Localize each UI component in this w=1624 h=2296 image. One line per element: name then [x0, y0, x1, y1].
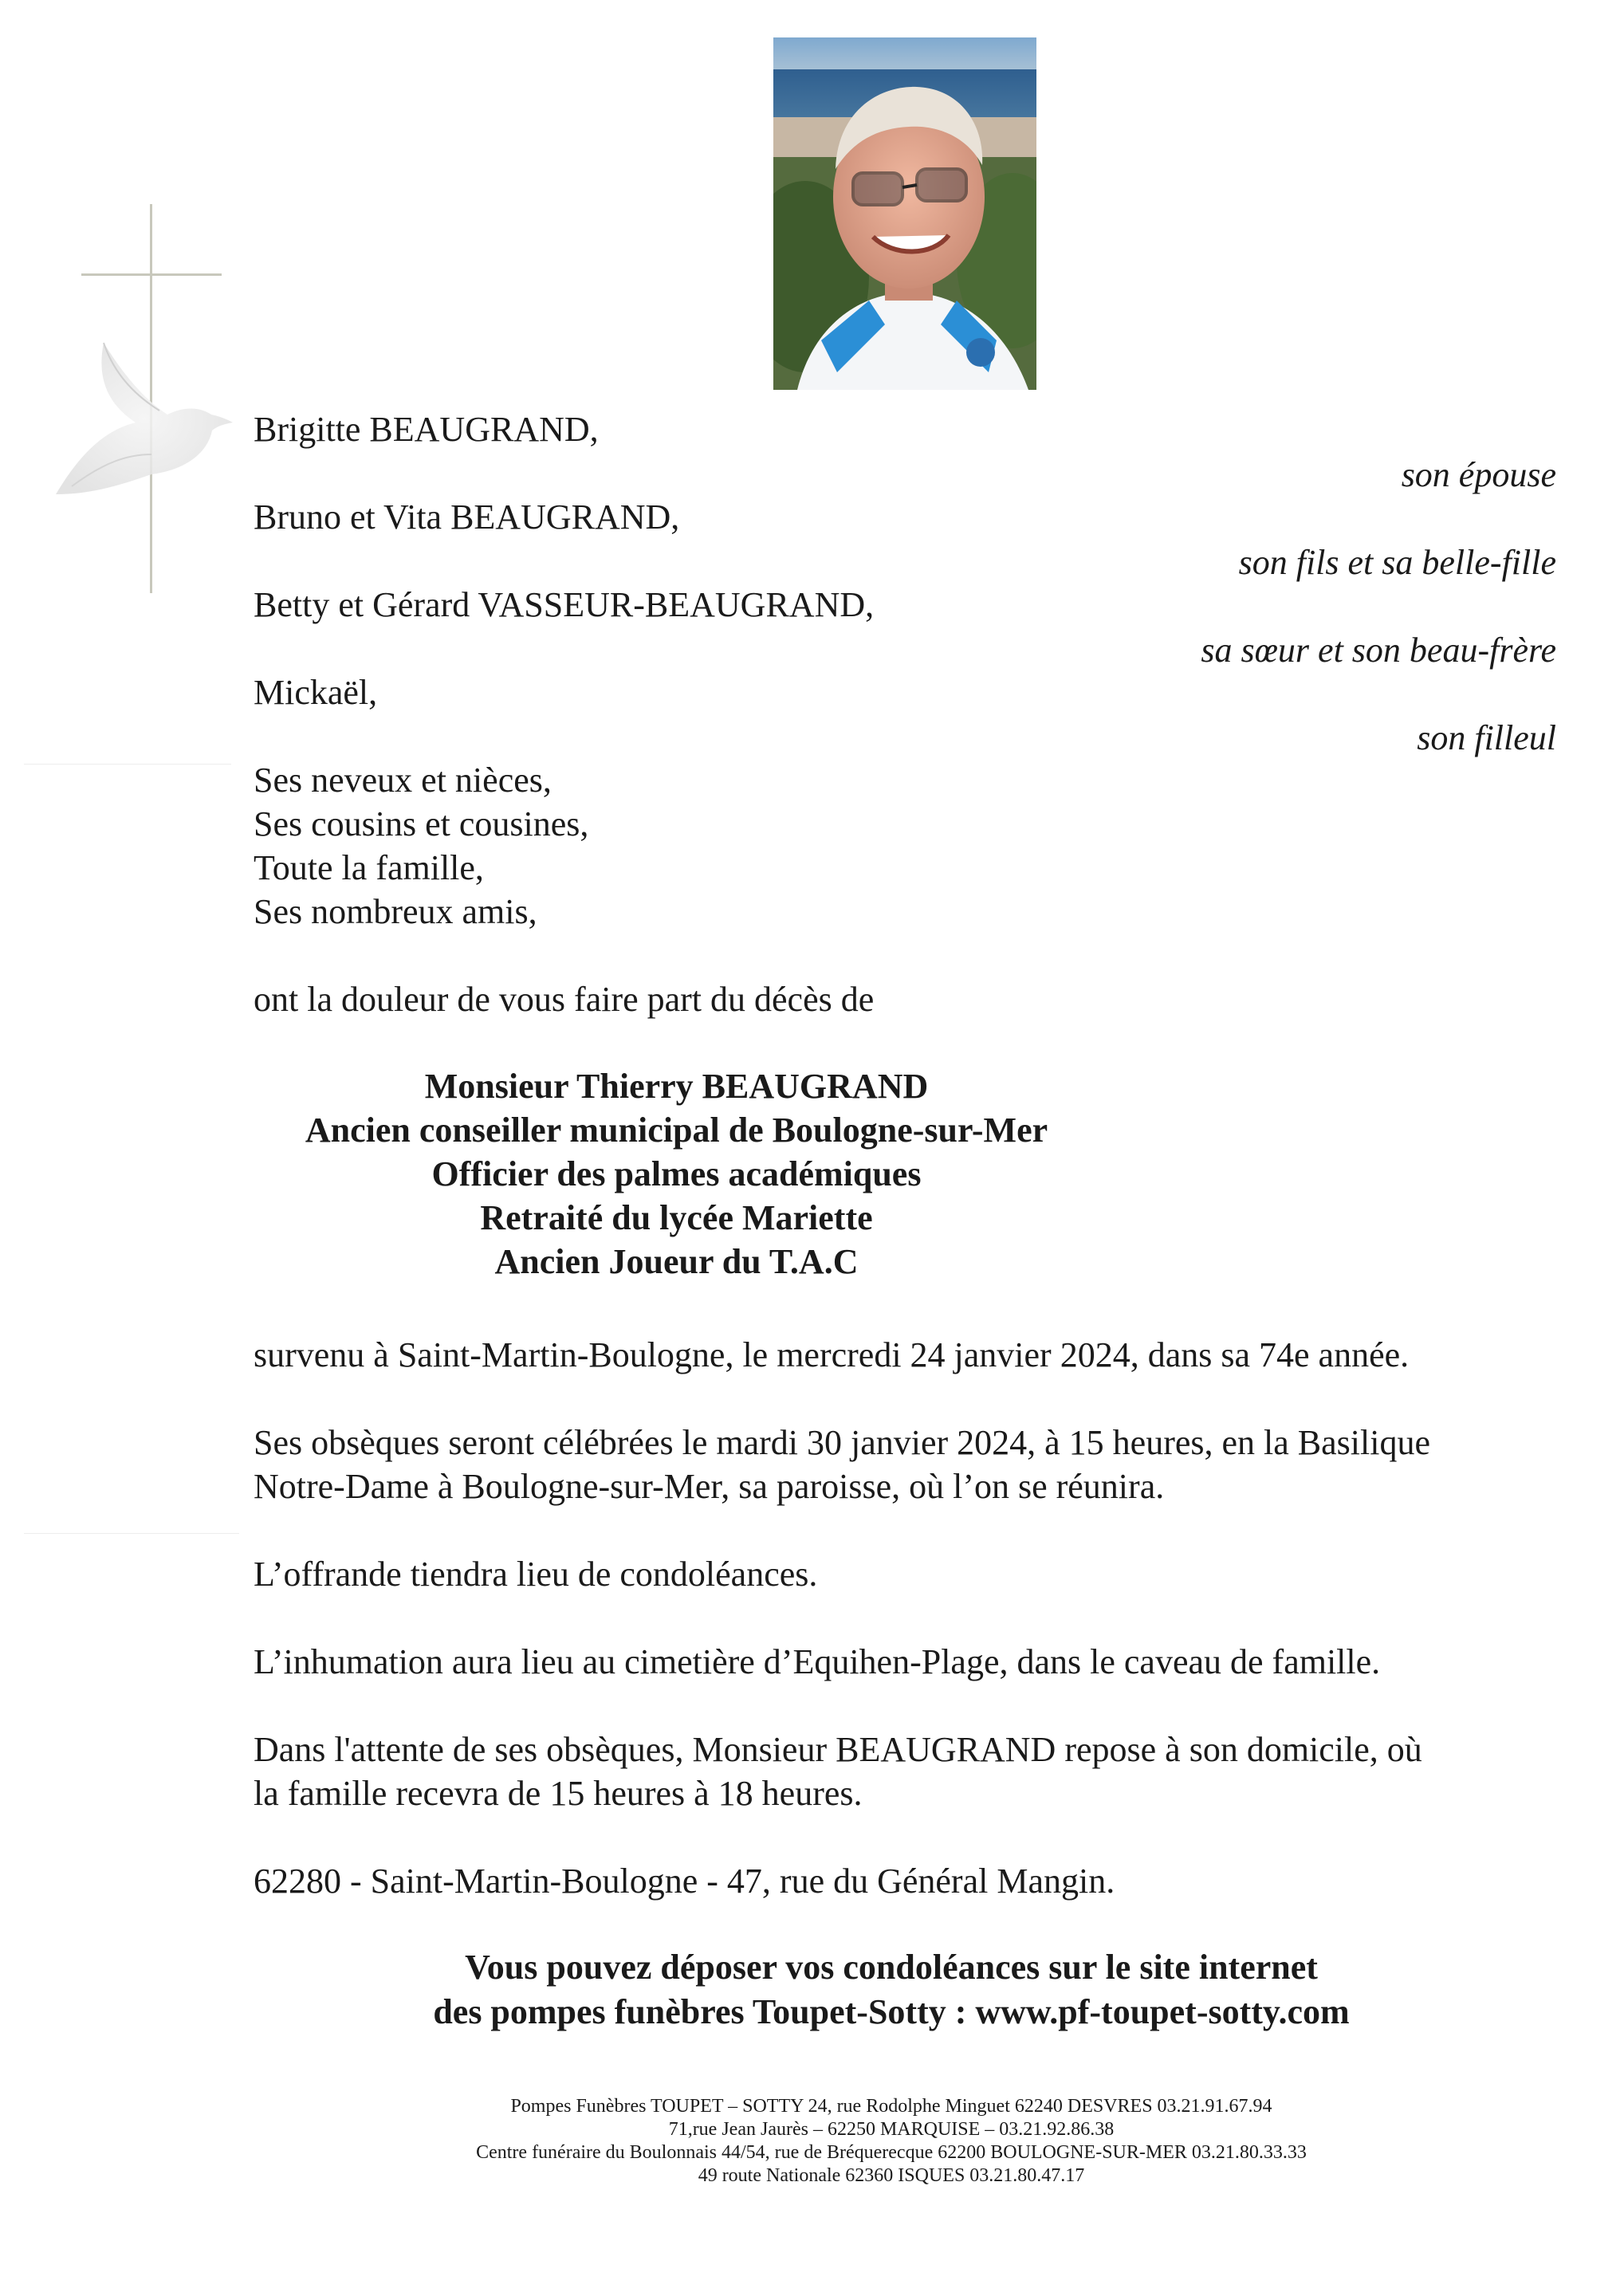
portrait-photo — [773, 37, 1036, 390]
footer-line: 49 route Nationale 62360 ISQUES 03.21.80.47.17 — [698, 2165, 1085, 2186]
family-name-1: Brigitte BEAUGRAND, — [254, 410, 599, 449]
home-paragraph-line1: Dans l'attente de ses obsèques, Monsieur BEAUGRAND repose à son domicile, où — [254, 1730, 1422, 1769]
funeral-paragraph-line2: Notre-Dame à Boulogne-sur-Mer, sa paroisse, où l’on se réunira. — [254, 1467, 1165, 1506]
family-relation-1: son épouse — [1401, 455, 1556, 494]
relatives-line: Toute la famille, — [254, 848, 484, 887]
cross-icon-horizontal — [81, 273, 222, 276]
address-paragraph: 62280 - Saint-Martin-Boulogne - 47, rue du Général Mangin. — [254, 1862, 1115, 1901]
home-paragraph-line2: la famille recevra de 15 heures à 18 heures. — [254, 1774, 863, 1813]
footer-line: Centre funéraire du Boulonnais 44/54, rue de Bréquerecque 62200 BOULOGNE-SUR-MER 03.21.80.33.33 — [476, 2142, 1307, 2163]
family-relation-2: son fils et sa belle-fille — [1238, 543, 1556, 582]
scan-line — [24, 1533, 239, 1534]
scan-line — [24, 764, 231, 765]
family-relation-4: son filleul — [1417, 718, 1556, 757]
deceased-title: Ancien conseiller municipal de Boulogne-sur-Mer — [305, 1111, 1048, 1150]
condolences-line: Vous pouvez déposer vos condoléances sur le site internet — [465, 1948, 1318, 1987]
burial-paragraph: L’inhumation aura lieu au cimetière d’Equihen-Plage, dans le caveau de famille. — [254, 1642, 1381, 1681]
offering-paragraph: L’offrande tiendra lieu de condoléances. — [254, 1555, 818, 1594]
deceased-title: Ancien Joueur du T.A.C — [494, 1242, 859, 1281]
family-name-2: Bruno et Vita BEAUGRAND, — [254, 497, 680, 537]
announcement-text: ont la douleur de vous faire part du décès de — [254, 980, 875, 1019]
dove-icon — [48, 335, 239, 510]
condolences-block — [254, 1945, 1529, 2035]
funeral-home-footer — [254, 2095, 1529, 2188]
funeral-paragraph-line1: Ses obsèques seront célébrées le mardi 30 janvier 2024, à 15 heures, en la Basilique — [254, 1423, 1430, 1462]
deceased-title: Retraité du lycée Mariette — [480, 1198, 873, 1237]
family-name-3: Betty et Gérard VASSEUR-BEAUGRAND, — [254, 585, 875, 624]
footer-line: Pompes Funèbres TOUPET – SOTTY 24, rue Rodolphe Minguet 62240 DESVRES 03.21.91.67.94 — [510, 2096, 1272, 2117]
relatives-line: Ses nombreux amis, — [254, 892, 537, 931]
condolences-website-line[interactable]: des pompes funèbres Toupet-Sotty : www.pf-toupet-sotty.com — [433, 1992, 1350, 2031]
death-paragraph: survenu à Saint-Martin-Boulogne, le mercredi 24 janvier 2024, dans sa 74e année. — [254, 1335, 1410, 1374]
family-relation-3: sa sœur et son beau-frère — [1201, 631, 1556, 670]
deceased-block — [0, 1064, 1488, 1284]
family-name-4: Mickaël, — [254, 673, 378, 712]
relatives-line: Ses neveux et nièces, — [254, 761, 552, 800]
deceased-title: Officier des palmes académiques — [431, 1154, 922, 1193]
footer-line: 71,rue Jean Jaurès – 62250 MARQUISE – 03.21.92.86.38 — [668, 2119, 1115, 2140]
relatives-line: Ses cousins et cousines, — [254, 804, 589, 843]
deceased-name: Monsieur Thierry BEAUGRAND — [424, 1067, 929, 1106]
